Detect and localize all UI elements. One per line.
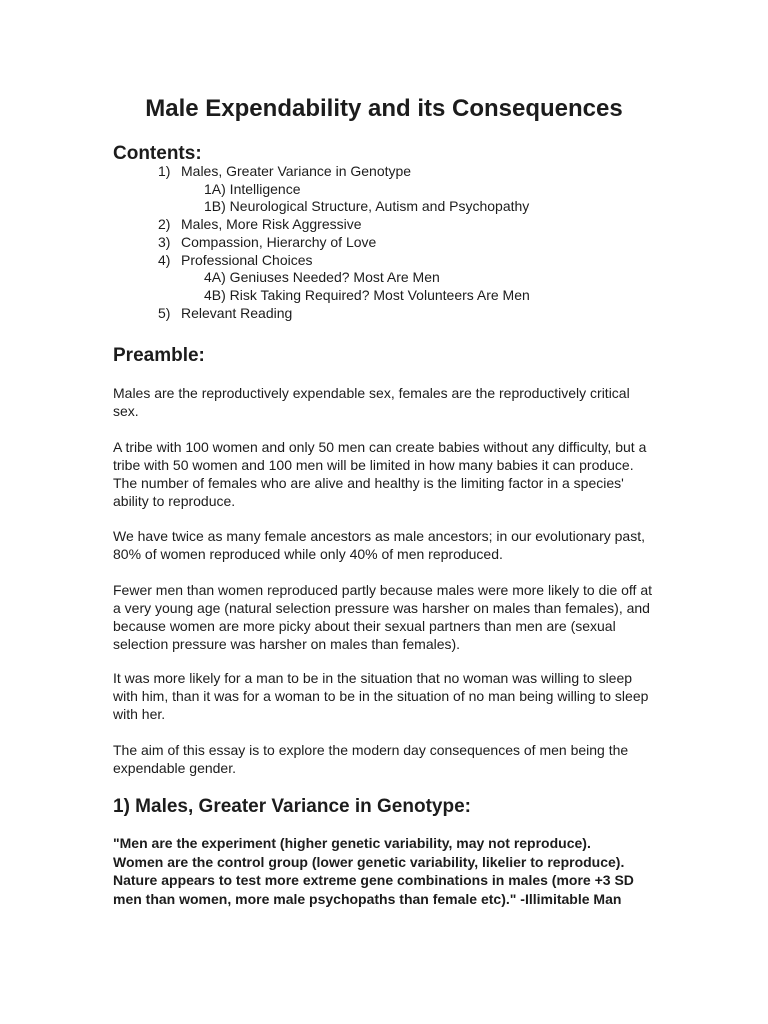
toc-item-label: 4A) Geniuses Needed? Most Are Men: [204, 269, 440, 286]
toc-item-2: [113, 216, 530, 234]
toc-item-label: Males, Greater Variance in Genotype: [181, 163, 412, 179]
toc-item-1: [113, 163, 530, 181]
toc-item-label: 1B) Neurological Structure, Autism and Psychopathy: [204, 198, 530, 215]
preamble-paragraph-6: The aim of this essay is to explore the modern day consequences of men being the expendable gender.: [113, 742, 629, 776]
toc-item-label: Compassion, Hierarchy of Love: [181, 233, 377, 250]
toc-item-label: Males, More Risk Aggressive: [181, 216, 362, 233]
preamble-heading: Preamble:: [113, 345, 205, 366]
toc-item-1b: [113, 198, 530, 216]
toc-item-number: 5): [158, 304, 171, 321]
section-1-heading: 1) Males, Greater Variance in Genotype:: [113, 796, 471, 817]
toc-item-4: [113, 252, 530, 270]
preamble-paragraph-1: Males are the reproductively expendable sex, females are the reproductively critical sex.: [113, 385, 630, 419]
toc-item-number: 4): [158, 251, 171, 268]
toc-item-label: Professional Choices: [181, 251, 313, 268]
toc-item-label: 4B) Risk Taking Required? Most Volunteers Are Men: [204, 286, 530, 303]
toc-item-number: 1): [158, 163, 171, 179]
contents-heading: Contents:: [113, 143, 202, 164]
preamble-paragraph-5: It was more likely for a man to be in the situation that no woman was willing to sleep with him, than it was for a woman to be in the situation of no man being willing to sleep with her.: [113, 670, 649, 722]
toc-item-number: 3): [158, 233, 171, 250]
toc-item-3: [113, 234, 530, 252]
preamble-paragraph-2: A tribe with 100 women and only 50 men can create babies without any difficulty, but a tribe with 50 women and 100 men will be limited in how many babies it can produce. The number of females who are alive and healthy is the limiting factor in a species' ability to reproduce.: [113, 439, 647, 509]
document-title: Male Expendability and its Consequences: [145, 95, 623, 122]
toc-item-label: Relevant Reading: [181, 304, 293, 321]
toc-item-number: 2): [158, 216, 171, 233]
toc-item-label: 1A) Intelligence: [204, 180, 301, 197]
toc-item-5: [113, 305, 530, 323]
toc-item-4a: [113, 269, 530, 287]
preamble-paragraph-3: We have twice as many female ancestors as male ancestors; in our evolutionary past, 80% of women reproduced while only 40% of men reproduced.: [113, 528, 645, 562]
section-1-quote: "Men are the experiment (higher genetic variability, may not reproduce). Women are the control group (lower genetic variability, likelier to reproduce). Nature appears to test more extreme gene combinations in males (more +3 SD men than women, more male psychopaths than female etc)." -Illimitable Man: [113, 835, 634, 907]
toc-item-1a: [113, 181, 530, 199]
table-of-contents: [113, 163, 530, 322]
toc-item-4b: [113, 287, 530, 305]
preamble-paragraph-4: Fewer men than women reproduced partly because males were more likely to die off at a very young age (natural selection pressure was harsher on males than females), and because women are more picky about their sexual partners than men are (sexual selection pressure was harsher on males than females).: [113, 582, 653, 652]
